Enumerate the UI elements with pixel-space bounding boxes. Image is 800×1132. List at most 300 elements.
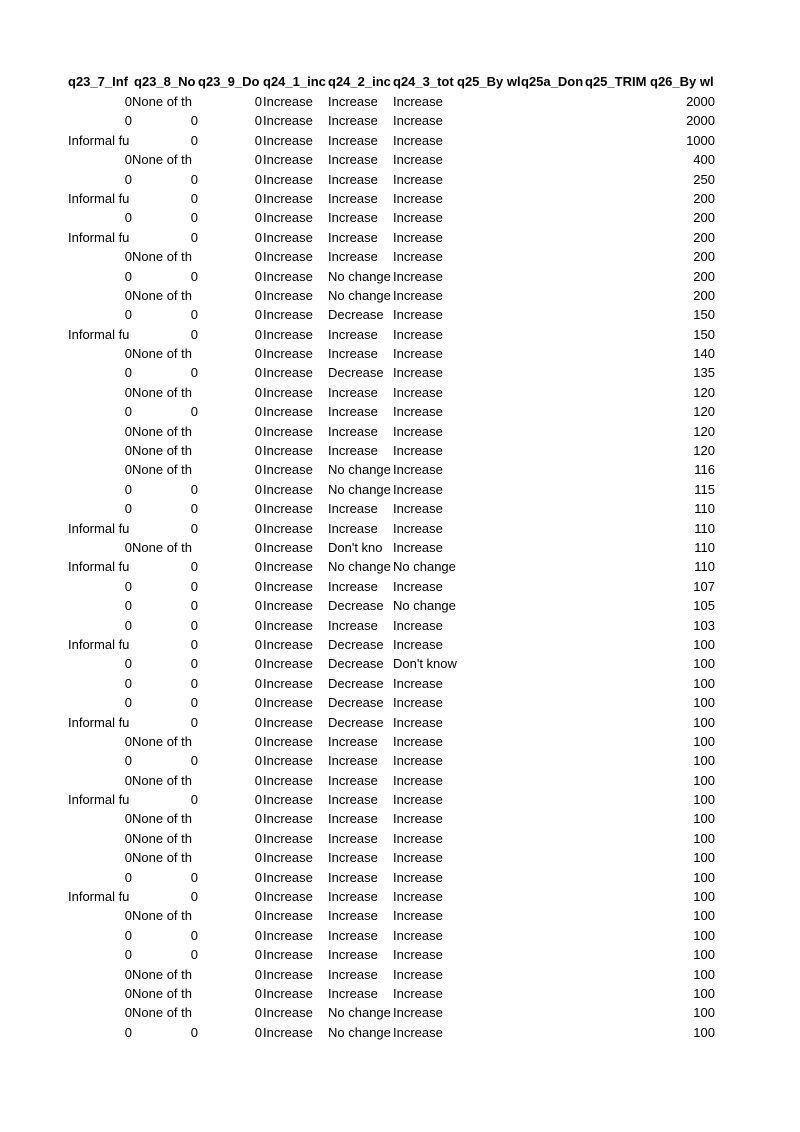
table-cell: 0 [254, 753, 262, 769]
table-cell: Increase [328, 908, 378, 924]
table-cell: Increase [263, 404, 313, 420]
table-cell: Increase [263, 481, 313, 497]
table-cell: 100 [693, 772, 715, 788]
table-cell: Increase [263, 94, 313, 109]
table-cell: No change [328, 268, 391, 284]
table-cell: 0 [124, 307, 132, 323]
table-cell: Increase [328, 423, 378, 439]
table-cell: Increase [328, 152, 378, 168]
table-row [68, 848, 718, 867]
table-cell: 0 [254, 384, 262, 400]
table-cell: Increase [263, 307, 313, 323]
table-cell: Increase [393, 384, 443, 400]
table-cell: Informal fu [68, 714, 130, 730]
table-cell: Increase [328, 830, 378, 846]
table-cell: Increase [328, 210, 378, 226]
table-cell: Increase [263, 326, 313, 342]
table-cell: 0 [190, 307, 198, 323]
table-cell: Increase [393, 190, 443, 206]
table-cell: 0 [190, 113, 198, 129]
table-cell: Increase [263, 1005, 313, 1021]
table-cell: Increase [263, 152, 313, 168]
table-row [68, 441, 718, 460]
table-cell: Increase [393, 811, 443, 827]
table-cell: 100 [693, 792, 715, 808]
table-cell: Increase [328, 132, 378, 148]
table-cell: 0 [254, 830, 262, 846]
table-cell: 0 [254, 307, 262, 323]
table-cell: Decrease [328, 675, 384, 691]
table-row [68, 150, 718, 169]
table-cell: 0 [124, 249, 132, 265]
table-cell: 100 [693, 947, 715, 963]
table-cell: 0 [254, 947, 262, 963]
table-cell: Increase [393, 1024, 443, 1040]
header-cell: q23_8_No [134, 74, 196, 89]
table-cell: Increase [263, 190, 313, 206]
table-cell: None of th [132, 346, 192, 362]
table-cell: 0 [124, 1005, 132, 1021]
table-cell: None of th [132, 1005, 192, 1021]
table-cell: 2000 [686, 94, 715, 109]
table-cell: Increase [393, 171, 443, 187]
table-cell: Increase [328, 326, 378, 342]
table-cell: Increase [393, 539, 443, 555]
table-row [68, 499, 718, 518]
table-cell: 0 [124, 481, 132, 497]
table-cell: Informal fu [68, 520, 130, 536]
table-cell: Decrease [328, 307, 384, 323]
table-row [68, 887, 718, 906]
table-cell: Decrease [328, 656, 384, 672]
table-cell: 0 [254, 966, 262, 982]
table-cell: 0 [190, 326, 198, 342]
table-cell: 0 [190, 578, 198, 594]
table-cell: Don't kno [328, 539, 383, 555]
table-row [68, 363, 718, 382]
table-row [68, 286, 718, 305]
header-cell: q23_9_Do [198, 74, 260, 89]
table-cell: 0 [254, 443, 262, 459]
table-cell: No change [328, 462, 391, 478]
table-cell: 100 [693, 675, 715, 691]
table-cell: 0 [254, 423, 262, 439]
table-cell: Increase [393, 462, 443, 478]
table-cell: Increase [263, 966, 313, 982]
table-cell: Increase [263, 365, 313, 381]
table-cell: Increase [393, 850, 443, 866]
table-row [68, 693, 718, 712]
table-cell: Informal fu [68, 190, 130, 206]
table-cell: Informal fu [68, 889, 130, 905]
table-cell: Increase [263, 1024, 313, 1040]
table-cell: 0 [254, 287, 262, 303]
table-cell: 0 [190, 365, 198, 381]
table-cell: No change [328, 1005, 391, 1021]
table-cell: Increase [393, 869, 443, 885]
table-cell: 0 [254, 927, 262, 943]
table-cell: None of th [132, 423, 192, 439]
table-cell: 0 [190, 598, 198, 614]
table-cell: 0 [190, 714, 198, 730]
table-cell: Increase [393, 423, 443, 439]
table-cell: Decrease [328, 714, 384, 730]
table-cell: Increase [263, 908, 313, 924]
table-cell: Informal fu [68, 326, 130, 342]
table-cell: 0 [254, 249, 262, 265]
table-cell: 0 [254, 229, 262, 245]
table-cell: 0 [254, 636, 262, 652]
table-cell: 0 [254, 792, 262, 808]
table-row [68, 984, 718, 1003]
table-cell: None of th [132, 985, 192, 1001]
table-cell: Increase [263, 695, 313, 711]
table-cell: Increase [393, 287, 443, 303]
table-cell: Increase [328, 966, 378, 982]
table-cell: Increase [263, 171, 313, 187]
table-cell: None of th [132, 733, 192, 749]
table-cell: Decrease [328, 636, 384, 652]
table-cell: Increase [328, 501, 378, 517]
table-row [68, 732, 718, 751]
header-cell: q24_1_inc [263, 74, 326, 89]
table-cell: 100 [693, 636, 715, 652]
table-row [68, 868, 718, 887]
table-cell: Increase [263, 559, 313, 575]
table-row [68, 402, 718, 421]
table-cell: Increase [393, 753, 443, 769]
table-cell: Increase [263, 811, 313, 827]
table-cell: Increase [328, 850, 378, 866]
table-cell: 150 [693, 307, 715, 323]
table-row [68, 131, 718, 150]
table-cell: Increase [263, 656, 313, 672]
header-cell: q25_TRIM [585, 74, 647, 89]
table-cell: Increase [328, 113, 378, 129]
table-cell: 0 [124, 113, 132, 129]
table-cell: Increase [393, 443, 443, 459]
table-cell: 0 [190, 1024, 198, 1040]
table-cell: Increase [328, 792, 378, 808]
table-cell: None of th [132, 384, 192, 400]
table-cell: Informal fu [68, 132, 130, 148]
table-cell: Increase [263, 229, 313, 245]
table-cell: Increase [328, 733, 378, 749]
table-cell: 0 [190, 889, 198, 905]
table-cell: 0 [190, 559, 198, 575]
table-cell: 0 [190, 947, 198, 963]
table-cell: Increase [328, 384, 378, 400]
table-row [68, 460, 718, 479]
table-cell: 0 [254, 326, 262, 342]
table-cell: Increase [263, 792, 313, 808]
table-cell: 0 [124, 869, 132, 885]
table-row [68, 305, 718, 324]
table-cell: 103 [693, 617, 715, 633]
table-cell: Increase [263, 287, 313, 303]
table-cell: Increase [263, 850, 313, 866]
table-cell: 0 [190, 636, 198, 652]
header-row [68, 72, 718, 92]
table-cell: 0 [254, 404, 262, 420]
table-cell: Increase [393, 481, 443, 497]
table-cell: Increase [263, 617, 313, 633]
table-cell: 0 [190, 675, 198, 691]
table-cell: 0 [254, 501, 262, 517]
table-cell: None of th [132, 249, 192, 265]
table-cell: 0 [254, 94, 262, 109]
table-cell: Increase [263, 675, 313, 691]
table-cell: 0 [190, 617, 198, 633]
table-row [68, 926, 718, 945]
table-cell: Increase [263, 985, 313, 1001]
table-cell: 116 [694, 462, 715, 478]
table-cell: Increase [393, 1005, 443, 1021]
table-row [68, 519, 718, 538]
table-row [68, 616, 718, 635]
table-row [68, 111, 718, 130]
table-cell: 0 [254, 811, 262, 827]
header-cell: q24_3_tot [393, 74, 454, 89]
table-row [68, 557, 718, 576]
table-cell: None of th [132, 850, 192, 866]
table-cell: None of th [132, 811, 192, 827]
table-cell: 110 [694, 501, 715, 517]
table-cell: Increase [393, 617, 443, 633]
table-cell: 200 [693, 229, 715, 245]
table-row [68, 751, 718, 770]
table-cell: 0 [254, 481, 262, 497]
table-cell: Increase [263, 947, 313, 963]
table-cell: 0 [124, 947, 132, 963]
table-cell: 100 [693, 908, 715, 924]
table-cell: 0 [254, 113, 262, 129]
table-cell: 0 [124, 443, 132, 459]
table-cell: Informal fu [68, 229, 130, 245]
table-cell: 0 [124, 753, 132, 769]
table-cell: 0 [254, 1024, 262, 1040]
table-cell: Increase [328, 578, 378, 594]
table-cell: 100 [693, 1005, 715, 1021]
table-row [68, 1003, 718, 1022]
table-cell: None of th [132, 539, 192, 555]
table-cell: 0 [254, 520, 262, 536]
table-cell: 0 [254, 268, 262, 284]
table-cell: Increase [393, 307, 443, 323]
table-cell: 0 [190, 404, 198, 420]
table-cell: 0 [124, 404, 132, 420]
table-cell: None of th [132, 966, 192, 982]
table-row [68, 790, 718, 809]
table-cell: 0 [254, 132, 262, 148]
table-cell: Increase [393, 675, 443, 691]
table-row [68, 829, 718, 848]
table-cell: Increase [263, 113, 313, 129]
table-row [68, 189, 718, 208]
table-cell: 100 [693, 1024, 715, 1040]
table-cell: None of th [132, 908, 192, 924]
table-row [68, 906, 718, 925]
table-cell: None of th [132, 94, 192, 109]
table-cell: Increase [328, 985, 378, 1001]
table-cell: 0 [124, 423, 132, 439]
table-row [68, 596, 718, 615]
table-cell: 0 [254, 869, 262, 885]
table-cell: Increase [328, 869, 378, 885]
table-cell: 0 [190, 753, 198, 769]
table-cell: 0 [124, 675, 132, 691]
table-cell: Increase [393, 578, 443, 594]
table-cell: 120 [693, 443, 715, 459]
table-cell: 100 [693, 850, 715, 866]
table-cell: Increase [393, 249, 443, 265]
table-cell: 200 [693, 210, 715, 226]
table-cell: None of th [132, 462, 192, 478]
table-cell: 0 [254, 365, 262, 381]
table-cell: 0 [254, 908, 262, 924]
table-cell: 0 [190, 229, 198, 245]
table-cell: 115 [694, 481, 715, 497]
table-cell: 0 [190, 171, 198, 187]
table-row [68, 654, 718, 673]
table-cell: Decrease [328, 598, 384, 614]
header-cell: q23_7_Inf [68, 74, 128, 89]
table-cell: 0 [190, 656, 198, 672]
table-cell: Increase [263, 501, 313, 517]
table-cell: 0 [124, 908, 132, 924]
table-cell: 120 [693, 404, 715, 420]
table-cell: 1000 [686, 132, 715, 148]
table-cell: Increase [328, 249, 378, 265]
table-cell: 200 [693, 287, 715, 303]
table-cell: 0 [124, 733, 132, 749]
table-row [68, 228, 718, 247]
table-cell: Increase [393, 636, 443, 652]
table-row [68, 1023, 718, 1042]
table-cell: No change [328, 1024, 391, 1040]
table-cell: 0 [254, 695, 262, 711]
table-cell: 110 [694, 539, 715, 555]
table-cell: 0 [254, 171, 262, 187]
table-cell: 0 [124, 830, 132, 846]
table-cell: 0 [254, 539, 262, 555]
table-cell: 0 [190, 190, 198, 206]
table-cell: 0 [254, 617, 262, 633]
table-cell: 0 [124, 384, 132, 400]
table-cell: Increase [393, 889, 443, 905]
table-cell: Increase [393, 985, 443, 1001]
table-cell: No change [393, 559, 456, 575]
table-cell: Increase [328, 947, 378, 963]
table-cell: 120 [693, 423, 715, 439]
table-row [68, 267, 718, 286]
table-cell: 0 [254, 190, 262, 206]
table-cell: Increase [393, 908, 443, 924]
table-cell: Increase [328, 94, 378, 109]
table-row [68, 208, 718, 227]
table-cell: Increase [263, 578, 313, 594]
table-cell: Increase [393, 326, 443, 342]
table-cell: No change [393, 598, 456, 614]
table-cell: 0 [254, 850, 262, 866]
table-cell: Increase [393, 404, 443, 420]
header-cell: q26_By wl [650, 74, 714, 89]
table-cell: 0 [124, 598, 132, 614]
table-cell: Increase [328, 404, 378, 420]
table-cell: 100 [693, 927, 715, 943]
table-row [68, 809, 718, 828]
table-cell: Increase [328, 772, 378, 788]
table-cell: Increase [393, 152, 443, 168]
table-cell: 0 [254, 985, 262, 1001]
table-cell: 100 [693, 811, 715, 827]
table-cell: Increase [328, 889, 378, 905]
table-cell: 400 [693, 152, 715, 168]
table-cell: 200 [693, 268, 715, 284]
table-cell: 120 [693, 384, 715, 400]
table-cell: 0 [124, 811, 132, 827]
table-row [68, 92, 718, 111]
table-cell: Don't know [393, 656, 457, 672]
table-cell: 0 [124, 772, 132, 788]
table-cell: 0 [254, 675, 262, 691]
table-cell: 0 [124, 462, 132, 478]
table-cell: Increase [328, 927, 378, 943]
table-cell: 0 [124, 617, 132, 633]
table-cell: 2000 [686, 113, 715, 129]
table-cell: Informal fu [68, 636, 130, 652]
table-cell: 0 [254, 656, 262, 672]
table-cell: Increase [393, 927, 443, 943]
table-cell: 0 [124, 346, 132, 362]
table-cell: 0 [190, 210, 198, 226]
table-cell: 0 [254, 210, 262, 226]
table-cell: 0 [124, 850, 132, 866]
table-row [68, 965, 718, 984]
table-cell: Increase [263, 520, 313, 536]
table-cell: 0 [254, 1005, 262, 1021]
table-cell: Increase [393, 365, 443, 381]
table-cell: 100 [693, 966, 715, 982]
table-cell: 110 [694, 559, 715, 575]
table-cell: 200 [693, 190, 715, 206]
table-cell: 0 [190, 869, 198, 885]
table-row [68, 635, 718, 654]
table-cell: Increase [328, 346, 378, 362]
table-cell: 0 [254, 559, 262, 575]
table-cell: 0 [190, 695, 198, 711]
table-cell: 100 [693, 656, 715, 672]
table-cell: Decrease [328, 695, 384, 711]
table-cell: 0 [124, 152, 132, 168]
table-cell: Increase [328, 171, 378, 187]
table-cell: 0 [254, 772, 262, 788]
table-row [68, 945, 718, 964]
table-cell: None of th [132, 772, 192, 788]
table-cell: None of th [132, 152, 192, 168]
table-cell: Increase [263, 423, 313, 439]
table-cell: Increase [263, 539, 313, 555]
table-cell: Increase [263, 714, 313, 730]
table-cell: 107 [693, 578, 715, 594]
table-cell: Increase [263, 927, 313, 943]
table-cell: Informal fu [68, 792, 130, 808]
table-row [68, 344, 718, 363]
table-cell: 0 [124, 927, 132, 943]
table-cell: 0 [190, 792, 198, 808]
table-row [68, 247, 718, 266]
table-cell: Increase [263, 268, 313, 284]
